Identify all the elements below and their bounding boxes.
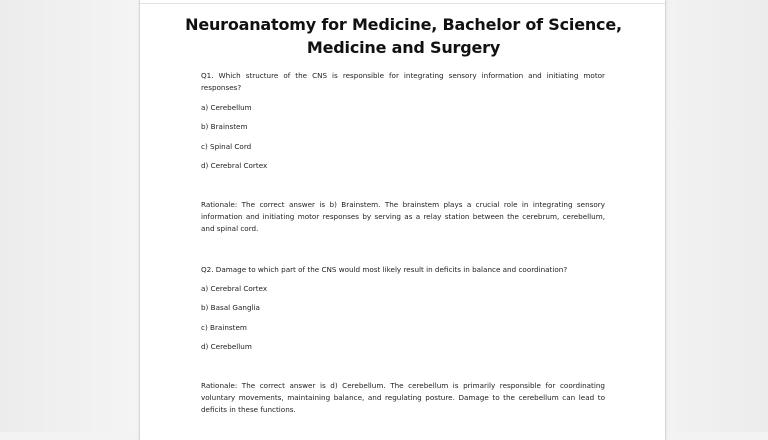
question-2-option-d: d) Cerebellum: [201, 342, 252, 351]
question-1-option-d: d) Cerebral Cortex: [201, 161, 268, 170]
question-2-option-c: c) Brainstem: [201, 323, 247, 332]
question-1-rationale: Rationale: The correct answer is b) Brainstem. The brainstem plays a crucial role in integrating sensory information and initiating motor responses by serving as a relay station between the cerebrum, cerebellum, and spinal cord.: [201, 200, 605, 233]
title-line-2: Medicine and Surgery: [306, 38, 501, 57]
question-2-option-a: a) Cerebral Cortex: [201, 284, 268, 293]
question-1-option-a: a) Cerebellum: [201, 103, 252, 112]
question-2-text: Q2. Damage to which part of the CNS would most likely result in deficits in balance and coordination?: [201, 265, 568, 274]
question-2-rationale: Rationale: The correct answer is d) Cerebellum. The cerebellum is primarily responsible for coordinating voluntary movements, maintaining balance, and regulating posture. Damage to the cerebellum can lead to deficits in these functions.: [201, 381, 605, 414]
question-2-option-b: b) Basal Ganglia: [201, 303, 260, 312]
title-line-1: Neuroanatomy for Medicine, Bachelor of Science,: [185, 15, 622, 34]
document-title: [160, 13, 647, 59]
question-1-option-b: b) Brainstem: [201, 122, 248, 131]
question-1-text: Q1. Which structure of the CNS is responsible for integrating sensory information and initiating motor responses?: [201, 71, 605, 92]
document-page: [139, 0, 666, 440]
question-1-option-c: c) Spinal Cord: [201, 142, 252, 151]
page-top-edge: [140, 0, 665, 4]
